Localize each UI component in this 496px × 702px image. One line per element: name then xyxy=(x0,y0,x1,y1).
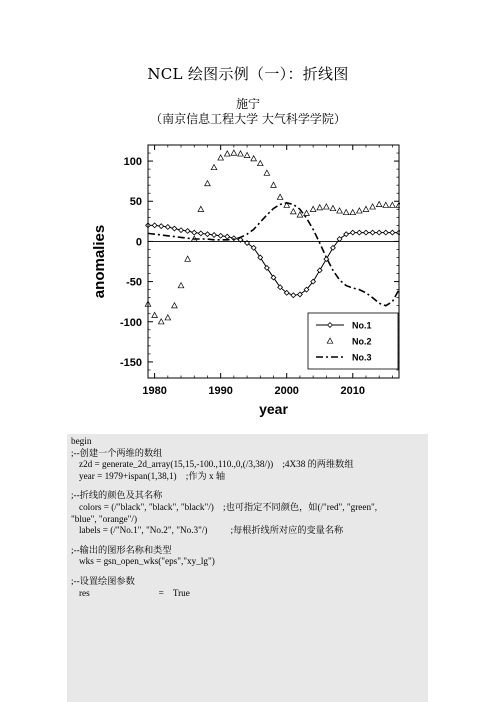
y-tick-label: -100 xyxy=(119,316,142,329)
diamond-marker xyxy=(218,233,223,238)
triangle-marker xyxy=(257,160,263,165)
x-axis-label: year xyxy=(259,401,288,417)
diamond-marker xyxy=(225,234,230,239)
y-tick-label: -150 xyxy=(119,356,142,369)
diamond-marker xyxy=(317,268,322,273)
triangle-marker xyxy=(271,182,277,187)
triangle-marker xyxy=(324,204,330,209)
series-no1 xyxy=(146,223,400,298)
code-line: year = 1979+ispan(1,38,1) ;作为 x 轴 xyxy=(79,470,226,481)
triangle-marker xyxy=(172,303,178,308)
triangle-marker xyxy=(317,205,323,210)
triangle-marker xyxy=(238,151,244,156)
series-line xyxy=(148,203,399,306)
affiliation: （南京信息工程大学 大气科学学院） xyxy=(150,112,346,126)
code-line: colors = (/"black", "black", "black"/) ;也可指定不同颜色，如(/"red", "green", xyxy=(79,501,378,512)
triangle-marker xyxy=(310,206,316,211)
triangle-marker xyxy=(244,152,250,157)
diamond-marker xyxy=(179,228,184,233)
author-name: 施宁 xyxy=(235,97,260,111)
x-tick-label: 2000 xyxy=(274,385,299,397)
legend-label: No.2 xyxy=(352,336,372,347)
code-line: "blue", "orange"/) xyxy=(71,513,138,524)
triangle-marker xyxy=(251,156,257,161)
triangle-marker xyxy=(152,312,158,317)
series-no3 xyxy=(148,203,399,306)
triangle-marker xyxy=(264,170,270,175)
diamond-marker xyxy=(377,230,382,235)
triangle-marker xyxy=(218,155,224,160)
triangle-marker xyxy=(383,202,389,207)
diamond-marker xyxy=(390,230,395,235)
triangle-marker xyxy=(350,209,356,214)
legend-label: No.3 xyxy=(352,352,372,363)
diamond-marker xyxy=(198,231,203,236)
triangle-marker xyxy=(165,315,171,320)
x-tick-label: 2010 xyxy=(340,385,366,397)
chart-series xyxy=(145,150,400,324)
code-line: ;--创建一个两维的数组 xyxy=(71,447,163,458)
triangle-marker xyxy=(343,209,349,214)
diamond-marker xyxy=(152,223,157,228)
line-chart xyxy=(70,135,400,433)
triangle-marker xyxy=(370,204,376,209)
triangle-marker xyxy=(158,319,164,324)
code-line: ;--输出的图形名称和类型 xyxy=(71,544,172,555)
y-tick-label: 50 xyxy=(129,196,142,209)
triangle-marker xyxy=(185,256,191,261)
triangle-marker xyxy=(231,150,237,155)
triangle-marker xyxy=(291,209,297,214)
diamond-marker xyxy=(364,230,369,235)
triangle-marker xyxy=(178,283,184,288)
diamond-marker xyxy=(291,293,296,298)
triangle-marker xyxy=(390,202,396,207)
triangle-marker xyxy=(357,208,363,213)
code-line: ;--设置绘图参数 xyxy=(71,575,135,586)
code-listing xyxy=(67,434,428,702)
code-line: wks = gsn_open_wks("eps","xy_lg") xyxy=(79,556,215,567)
code-blank-line xyxy=(71,568,424,576)
diamond-marker xyxy=(357,230,362,235)
code-blank-line xyxy=(71,537,424,545)
triangle-marker xyxy=(211,164,217,169)
triangle-marker xyxy=(337,208,343,213)
triangle-marker xyxy=(376,201,382,206)
code-line: res = True xyxy=(79,587,190,598)
x-tick-label: 1990 xyxy=(208,385,233,397)
diamond-marker xyxy=(205,232,210,237)
triangle-marker xyxy=(304,210,310,215)
diamond-marker xyxy=(383,230,388,235)
y-tick-label: 100 xyxy=(123,156,142,169)
diamond-marker xyxy=(185,229,190,234)
diamond-marker xyxy=(165,225,170,230)
diamond-marker xyxy=(370,230,375,235)
diamond-marker xyxy=(159,224,164,229)
code-line: labels = (/"No.1", "No.2", "No.3"/) ;每根折线所对应的变量名称 xyxy=(79,525,344,536)
y-axis-label: anomalies xyxy=(91,224,108,299)
diamond-marker xyxy=(192,230,197,235)
code-line: begin xyxy=(71,436,92,446)
triangle-marker xyxy=(363,206,369,211)
triangle-marker xyxy=(198,206,204,211)
x-tick-label: 1980 xyxy=(142,385,167,397)
triangle-marker xyxy=(224,151,230,156)
triangle-marker xyxy=(330,205,336,210)
doc-title: NCL 绘图示例（一）：折线图 xyxy=(147,65,349,83)
legend-label: No.1 xyxy=(352,320,372,331)
chart-legend xyxy=(308,313,398,369)
diamond-marker xyxy=(172,226,177,231)
code-line: ;--折线的颜色及其名称 xyxy=(71,490,163,501)
code-line: z2d = generate_2d_array(15,15,-100.,110.,0,(/3,38/)) ;4X38 的两维数组 xyxy=(79,459,354,470)
y-tick-label: 0 xyxy=(135,236,142,249)
diamond-marker xyxy=(350,230,355,235)
y-tick-label: -50 xyxy=(126,276,142,289)
triangle-marker xyxy=(277,194,283,199)
triangle-marker xyxy=(205,181,211,186)
diamond-marker xyxy=(212,233,217,238)
